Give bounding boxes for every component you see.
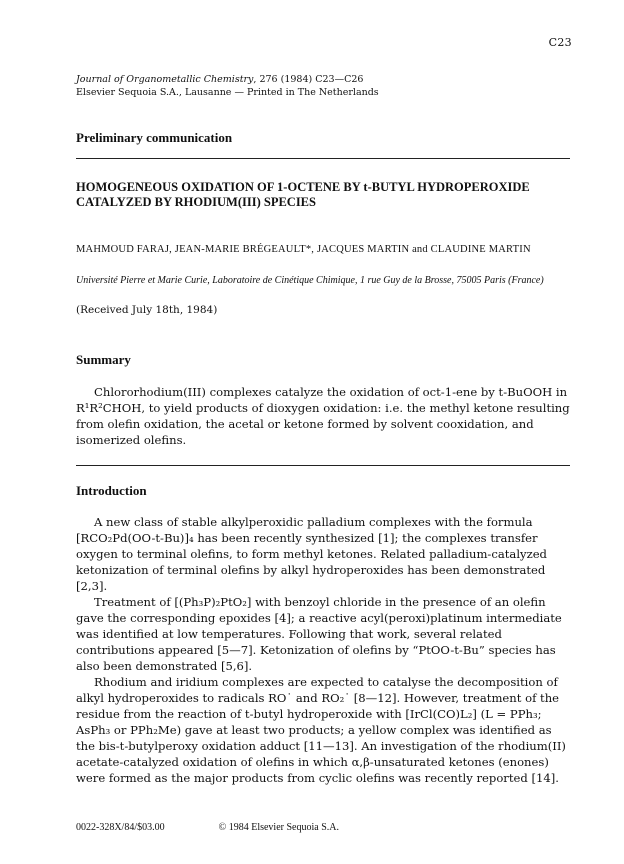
divider-summary: [76, 465, 570, 466]
summary-paragraph: Chlororhodium(III) complexes catalyze the oxidation of oct-1-ene by t-BuOOH in R¹R²CHOH, to yield products of dioxygen oxidation: i.e. the methyl ketone resulting from olefin oxidation, the acetal or ketone formed by solvent cooxidation, and isomerized olefins.: [76, 385, 570, 447]
journal-name: Journal of Organometallic Chemistry: [76, 74, 254, 85]
intro-paragraph-3: Rhodium and iridium complexes are expected to catalyse the decomposition of alkyl hydroperoxides to radicals RO˙ and RO₂˙ [8—12]. However, treatment of the residue from the reaction of t-butyl hydroperoxide with [IrCl(CO)L₂] (L = PPh₃; AsPh₃ or PPh₂Me) gave at least two products; a yellow complex was identified as the bis-t-butylperoxy oxidation adduct [11—13]. An investigation of the rhodium(II) acetate-catalyzed oxidation of olefins in which α,β-unsaturated ketones (enones) were formed as the major products from cyclic olefins was recently reported [14].: [76, 675, 566, 785]
received-date: (Received July 18th, 1984): [76, 304, 218, 316]
introduction-body: [76, 514, 572, 786]
affiliation: Université Pierre et Marie Curie, Laboratoire de Cinétique Chimique, 1 rue Guy de la Brosse, 75005 Paris (France): [76, 275, 544, 286]
article-title: HOMOGENEOUS OXIDATION OF 1-OCTENE BY t-BUTYL HYDROPEROXIDE CATALYZED BY RHODIUM(III) SPECIES: [76, 180, 530, 209]
summary-text: [76, 384, 572, 448]
authors: MAHMOUD FARAJ, JEAN-MARIE BRÉGEAULT*, JACQUES MARTIN and CLAUDINE MARTIN: [76, 244, 531, 255]
intro-paragraph-2: Treatment of [(Ph₃P)₂PtO₂] with benzoyl chloride in the presence of an olefin gave the corresponding epoxides [4]; a reactive acyl(peroxi)platinum intermediate was identified at low temperatures. Following that work, several related contributions appeared [5—7]. Ketonization of olefins by “PtOO-t-Bu” species has also been demonstrated [5,6].: [76, 595, 562, 673]
communication-type: Preliminary communication: [76, 130, 233, 145]
publisher-line: Elsevier Sequoia S.A., Lausanne — Printed in The Netherlands: [76, 87, 379, 98]
summary-heading: Summary: [76, 352, 131, 367]
footer: [76, 822, 576, 833]
intro-paragraph-1: A new class of stable alkylperoxidic palladium complexes with the formula [RCO₂Pd(OO-t-Bu)]₄ has been recently synthesized [1]; the complexes transfer oxygen to terminal olefins, to form methyl ketones. Related palladium-catalyzed ketonization of terminal olefins by alkyl hydroperoxides has been demonstrated [2,3].: [76, 515, 547, 593]
page-number: C23: [548, 36, 572, 49]
journal-header: [76, 73, 576, 99]
copyright: © 1984 Elsevier Sequoia S.A.: [218, 822, 339, 833]
article-code: 0022-328X/84/$03.00: [76, 822, 165, 833]
introduction-heading: Introduction: [76, 483, 147, 498]
divider-top: [76, 158, 570, 159]
journal-citation: , 276 (1984) C23—C26: [253, 74, 364, 85]
journal-citation-line: [76, 73, 576, 86]
